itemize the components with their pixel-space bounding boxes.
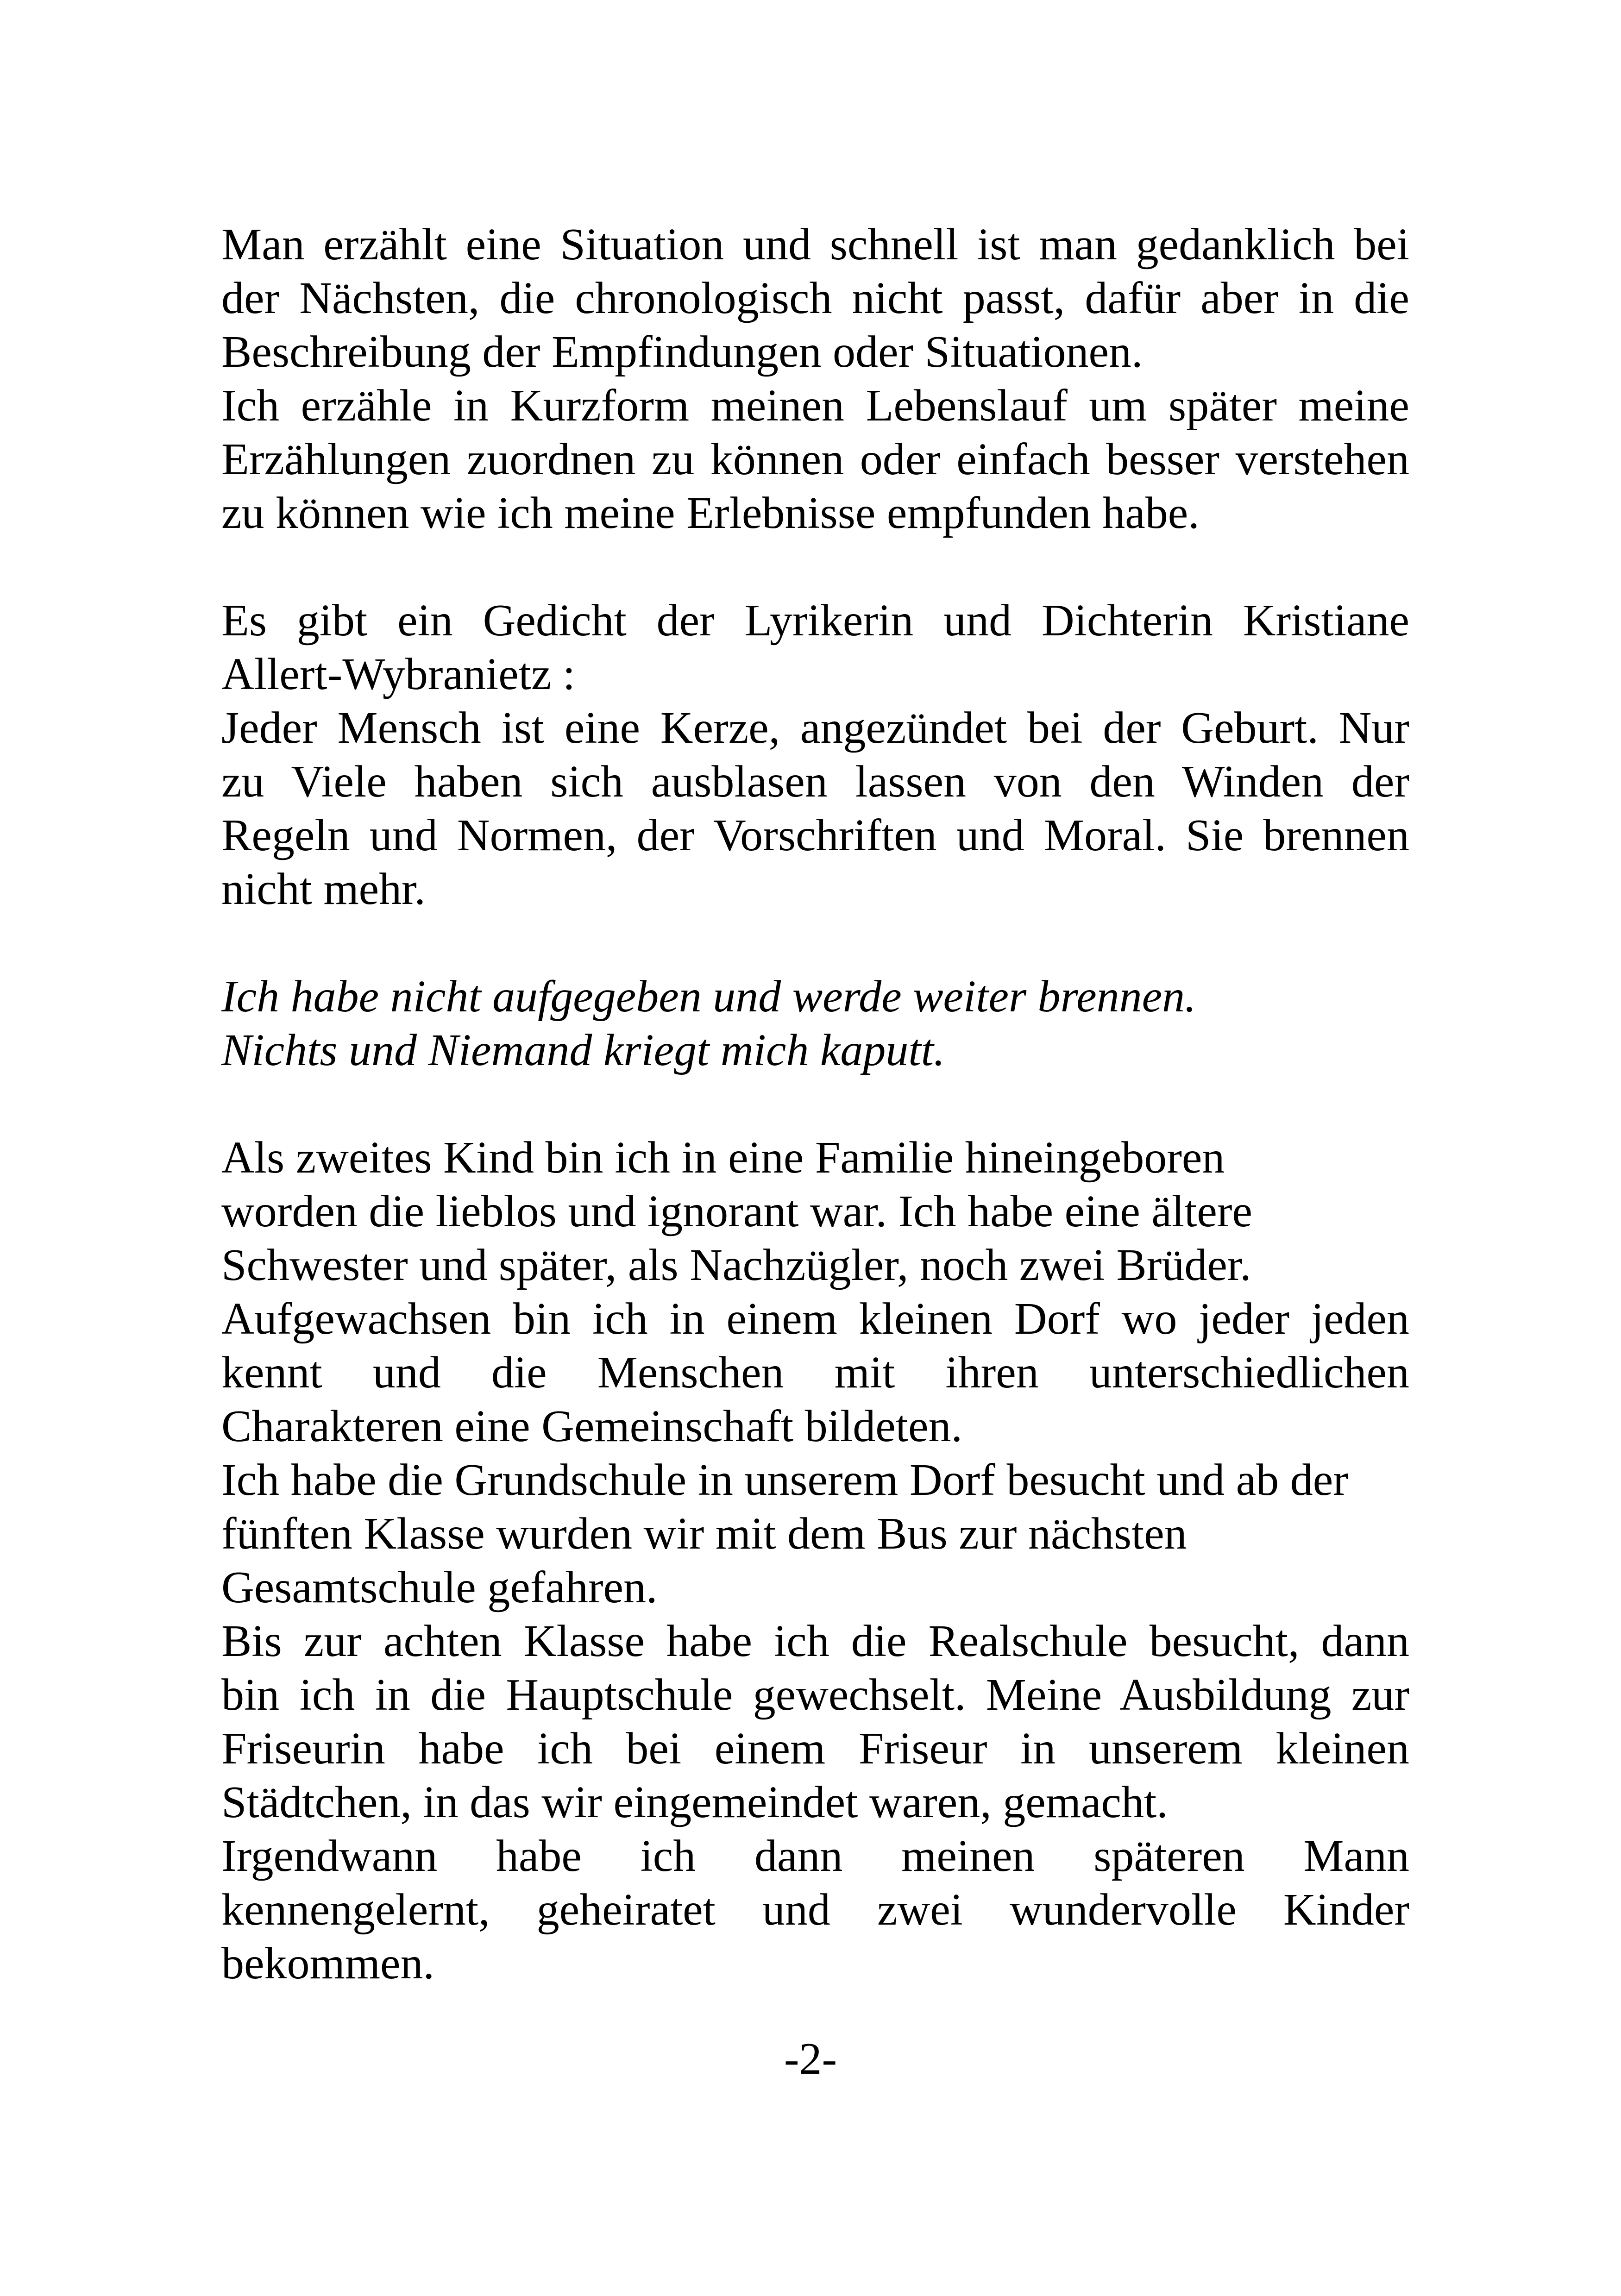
- paragraph-poem: [221, 594, 1409, 916]
- text-line: Charakteren eine Gemeinschaft bildeten.: [221, 1401, 962, 1451]
- text-line: Regeln und Normen, der Vorschriften und Moral. Sie brennen: [221, 810, 1409, 860]
- text-line: kennt und die Menschen mit ihren unterschiedlichen: [221, 1348, 1409, 1398]
- text-line: Ich habe nicht aufgegeben und werde weiter brennen.: [221, 972, 1196, 1022]
- text-line: Gesamtschule gefahren.: [221, 1562, 658, 1612]
- text-line: Ich habe die Grundschule in unserem Dorf besucht und ab der: [221, 1455, 1348, 1505]
- paragraph-intro: [221, 218, 1409, 540]
- page-number: -2-: [784, 2034, 837, 2084]
- text-line: Es gibt ein Gedicht der Lyrikerin und Dichterin Kristiane: [221, 596, 1409, 646]
- text-line: Jeder Mensch ist eine Kerze, angezündet bei der Geburt. Nur: [221, 703, 1409, 753]
- text-line: Allert-Wybranietz :: [221, 649, 576, 699]
- document-body: [221, 218, 1409, 1990]
- text-line: Aufgewachsen bin ich in einem kleinen Dorf wo jeder jeden: [221, 1294, 1409, 1344]
- text-line: Beschreibung der Empfindungen oder Situationen.: [221, 327, 1143, 377]
- text-line: Man erzählt eine Situation und schnell ist man gedanklich bei: [221, 220, 1409, 270]
- text-line: worden die lieblos und ignorant war. Ich habe eine ältere: [221, 1186, 1252, 1236]
- paragraph-italic-statement: [221, 970, 1409, 1077]
- text-line: Bis zur achten Klasse habe ich die Realschule besucht, dann: [221, 1616, 1409, 1666]
- text-line: Nichts und Niemand kriegt mich kaputt.: [221, 1025, 945, 1075]
- text-line: bin ich in die Hauptschule gewechselt. Meine Ausbildung zur: [221, 1670, 1409, 1720]
- text-line: der Nächsten, die chronologisch nicht passt, dafür aber in die: [221, 273, 1409, 323]
- text-line: Städtchen, in das wir eingemeindet waren, gemacht.: [221, 1777, 1168, 1827]
- text-line: Schwester und später, als Nachzügler, noch zwei Brüder.: [221, 1240, 1251, 1290]
- text-line: nicht mehr.: [221, 864, 426, 914]
- text-line: kennengelernt, geheiratet und zwei wundervolle Kinder: [221, 1885, 1409, 1935]
- text-line: Friseurin habe ich bei einem Friseur in unserem kleinen: [221, 1724, 1409, 1774]
- text-line: Erzählungen zuordnen zu können oder einfach besser verstehen: [221, 434, 1409, 484]
- text-line: Irgendwann habe ich dann meinen späteren Mann: [221, 1831, 1409, 1881]
- text-line: zu Viele haben sich ausblasen lassen von den Winden der: [221, 757, 1409, 807]
- text-line: zu können wie ich meine Erlebnisse empfunden habe.: [221, 488, 1200, 538]
- text-line: bekommen.: [221, 1938, 434, 1989]
- paragraph-biography: [221, 1131, 1409, 1990]
- text-line: Als zweites Kind bin ich in eine Familie hineingeboren: [221, 1133, 1225, 1183]
- text-line: Ich erzähle in Kurzform meinen Lebenslauf um später meine: [221, 381, 1409, 431]
- text-line: fünften Klasse wurden wir mit dem Bus zur nächsten: [221, 1509, 1187, 1559]
